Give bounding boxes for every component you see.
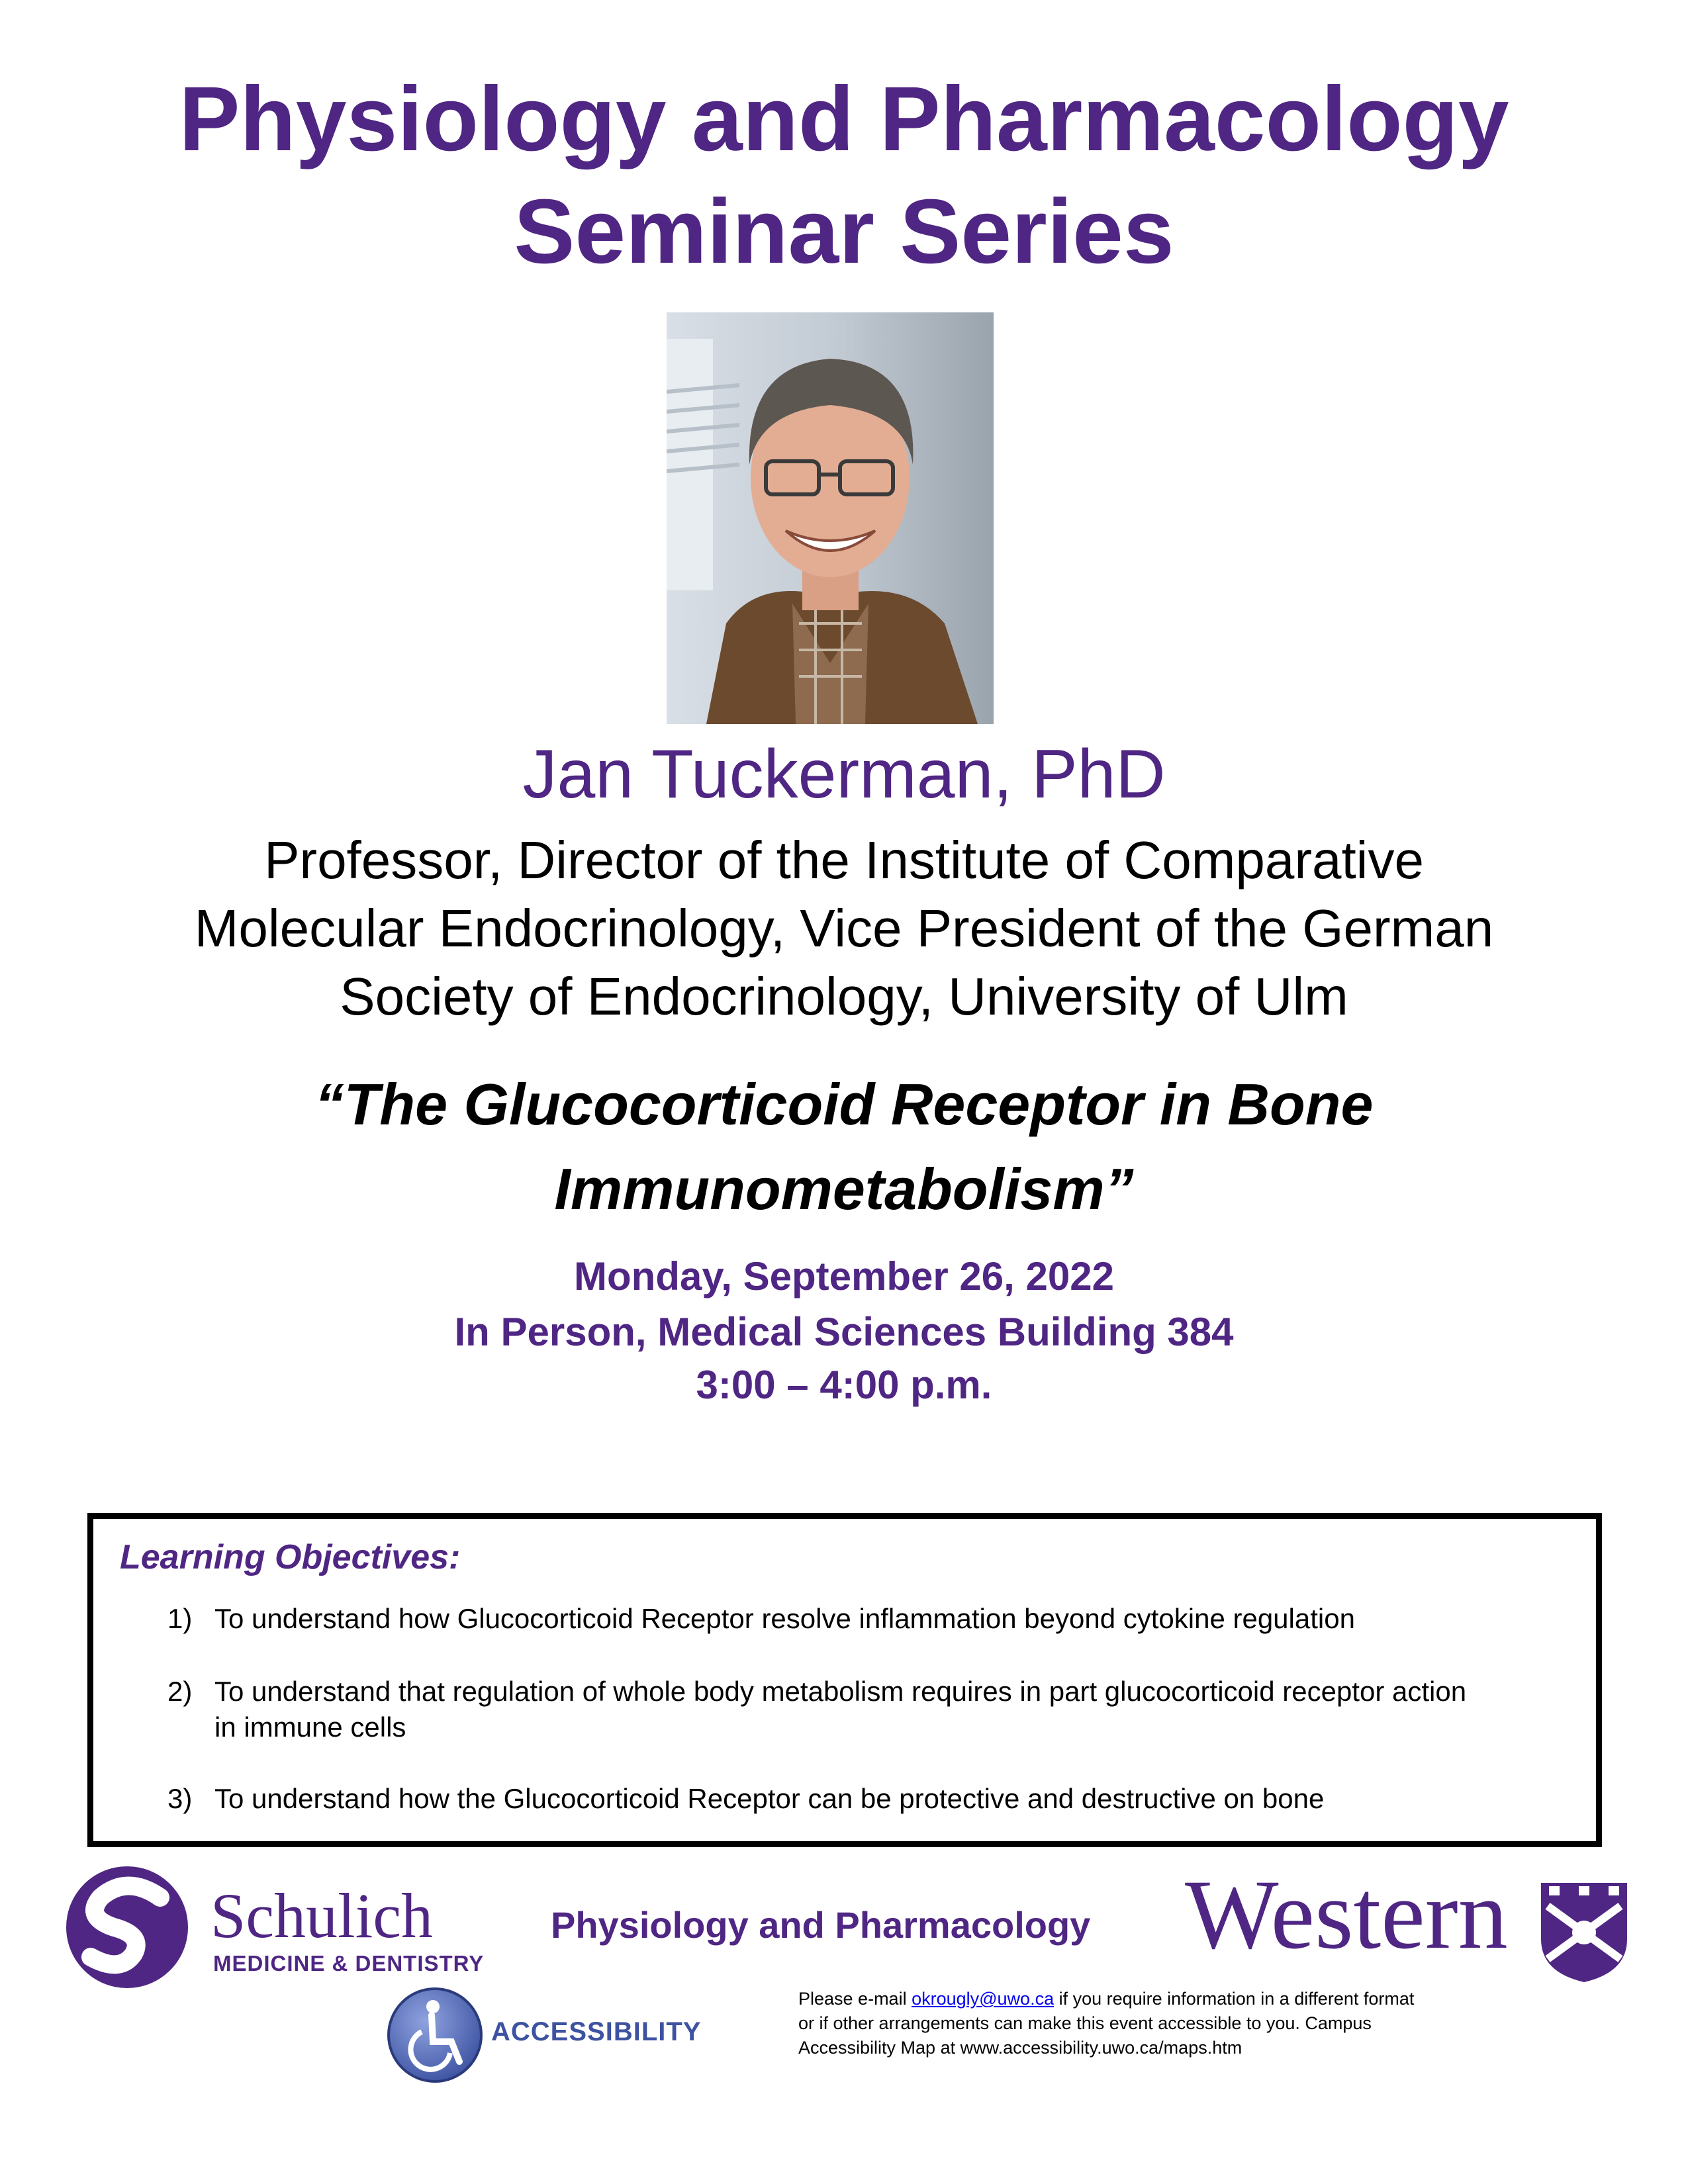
wheelchair-icon xyxy=(385,1985,485,2085)
contact-email-link[interactable]: okrougly@uwo.ca xyxy=(912,1989,1055,2009)
talk-title-line-1: “The Glucocorticoid Receptor in Bone xyxy=(314,1071,1374,1137)
schulich-s-icon xyxy=(61,1861,193,1993)
objective-text xyxy=(214,1781,1565,1817)
objective-line: in immune cells xyxy=(214,1711,406,1743)
objective-number: 3) xyxy=(167,1783,193,1814)
contact-line-3: Accessibility Map at www.accessibility.uwo.ca/maps.htm xyxy=(798,2038,1243,2058)
objective-line: To understand that regulation of whole body metabolism requires in part glucocorticoid receptor action xyxy=(214,1676,1467,1707)
objective-number: 1) xyxy=(167,1603,193,1634)
page-title xyxy=(0,63,1688,288)
objective-text xyxy=(214,1601,1565,1637)
objective-line: To understand how the Glucocorticoid Receptor can be protective and destructive on bone xyxy=(214,1783,1325,1814)
objective-line: To understand how Glucocorticoid Receptor resolve inflammation beyond cytokine regulation xyxy=(214,1603,1355,1634)
title-line-2: Seminar Series xyxy=(514,181,1174,283)
speaker-photo xyxy=(667,312,994,724)
western-wordmark: Western xyxy=(1185,1860,1508,1970)
talk-title xyxy=(0,1062,1688,1232)
contact-line-2: or if other arrangements can make this event accessible to you. Campus xyxy=(798,2013,1372,2033)
contact-line-1 xyxy=(798,1987,1474,2011)
talk-venue: In Person, Medical Sciences Building 384 xyxy=(454,1310,1234,1354)
contact-prefix: Please e-mail xyxy=(798,1989,912,2009)
schulich-wordmark: Schulich xyxy=(211,1880,433,1951)
department-name: Physiology and Pharmacology xyxy=(551,1904,1091,1946)
learning-objectives-box xyxy=(87,1513,1602,1847)
title-line-1: Physiology and Pharmacology xyxy=(179,68,1509,170)
contact-info xyxy=(798,1987,1474,2060)
affiliation-line-2: Molecular Endocrinology, Vice President of the German xyxy=(194,899,1494,958)
accessibility-label: ACCESSIBILITY xyxy=(491,2017,702,2046)
affiliation-line-1: Professor, Director of the Institute of Comparative xyxy=(264,831,1424,889)
contact-suffix: if you require information in a different format xyxy=(1054,1989,1415,2009)
talk-date: Monday, September 26, 2022 xyxy=(574,1254,1114,1298)
western-crest-icon xyxy=(1534,1880,1634,1985)
schulich-subtitle: MEDICINE & DENTISTRY xyxy=(213,1951,485,1976)
affiliation-line-3: Society of Endocrinology, University of Ulm xyxy=(340,967,1348,1026)
objectives-heading: Learning Objectives: xyxy=(120,1538,461,1576)
talk-time: 3:00 – 4:00 p.m. xyxy=(696,1363,992,1407)
speaker-affiliation xyxy=(0,826,1688,1030)
objective-number: 2) xyxy=(167,1676,193,1707)
objective-text xyxy=(214,1674,1565,1745)
speaker-name: Jan Tuckerman, PhD xyxy=(522,736,1166,813)
talk-title-line-2: Immunometabolism” xyxy=(554,1156,1134,1222)
